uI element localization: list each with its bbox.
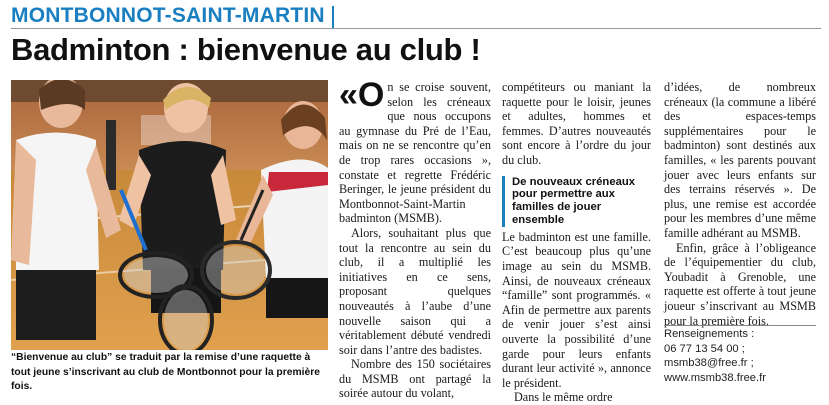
paragraph-1 xyxy=(339,76,491,226)
info-label: Renseignements : xyxy=(664,328,755,340)
info-website: www.msmb38.free.fr xyxy=(664,371,766,384)
paragraph-5b: d’idées, de nombreux créneaux (la commune a libéré des espaces-temps supplémentaires pour le badminton) sont destinés aux familles, « les parents pouvant jouer avec leurs enfants sur des terrains réservés ». De plus, une remise est accordée pour les membres d’une même famille adhérant au MSMB. xyxy=(664,80,816,240)
paragraph-3a: Nombre des 150 sociétaires du MSMB ont partagé la soirée autour du volant, xyxy=(339,357,491,401)
section-kicker xyxy=(11,4,334,28)
paragraph-3b: compétiteurs ou maniant la raquette pour le loisir, jeunes et adultes, hommes et femmes. D’autres nouveautés sont encore à l’ordre du jour du club. xyxy=(502,80,651,167)
article-column-3 xyxy=(664,80,816,328)
article-column-2 xyxy=(502,80,651,405)
paragraph-2: Alors, souhaitant plus que tout la rencontre au sein du club, il a multiplié les initiatives en ce sens, proposant quelques nouveautés à l’aube d’une nouvelle saison qui a véritablement débuté vendredi soir dans l’antre des badistes. xyxy=(339,225,491,357)
article-column-1 xyxy=(339,76,491,401)
article-subhead: De nouveaux créneaux pour permettre aux familles de jouer ensemble xyxy=(502,176,651,227)
section-title: MONTBONNOT-SAINT-MARTIN xyxy=(11,4,325,27)
photo-caption: “Bienvenue au club” se traduit par la remise d’une raquette à tout jeune s’inscrivant au club de Montbonnot pour la première fois. xyxy=(11,352,320,392)
info-email: msmb38@free.fr ; xyxy=(664,357,754,369)
paragraph-1-text: n se croise souvent, selon les créneaux que nous occupons au gymnase du Pré de l’Eau, mais on ne se rencontre qu’en de trop rares occasions », constate et regrette Frédéric Beringer, le jeune président du Montbonnot-Saint-Martin badminton (MSMB). xyxy=(339,80,491,226)
article-photo xyxy=(11,80,328,350)
paragraph-5a: Dans le même ordre xyxy=(514,390,613,405)
article-headline: Badminton : bienvenue au club ! xyxy=(11,32,481,67)
paragraph-4: Le badminton est une famille. C’est beaucoup plus qu’une image au sein du MSMB. Ainsi, de nouveaux créneaux “famille” sont programmés. « Afin de permettre aux parents de venir jouer s’est ainsi ouverte la possibilité d’une garde pour leurs enfants durant leur activité », annonce le président. xyxy=(502,229,651,390)
header-rule xyxy=(11,28,821,29)
drop-cap: «O xyxy=(339,76,385,114)
paragraph-6: Enfin, grâce à l’obligeance de l’équipementier du club, Youbadit à Grenoble, une raquette est offerte à tout jeune joueur s’inscrivant au MSMB pour la première fois. xyxy=(664,240,816,328)
kicker-bar xyxy=(332,6,334,28)
info-phone: 06 77 13 54 00 ; xyxy=(664,342,745,355)
info-box xyxy=(664,325,816,385)
badminton-players-photo xyxy=(11,80,328,350)
